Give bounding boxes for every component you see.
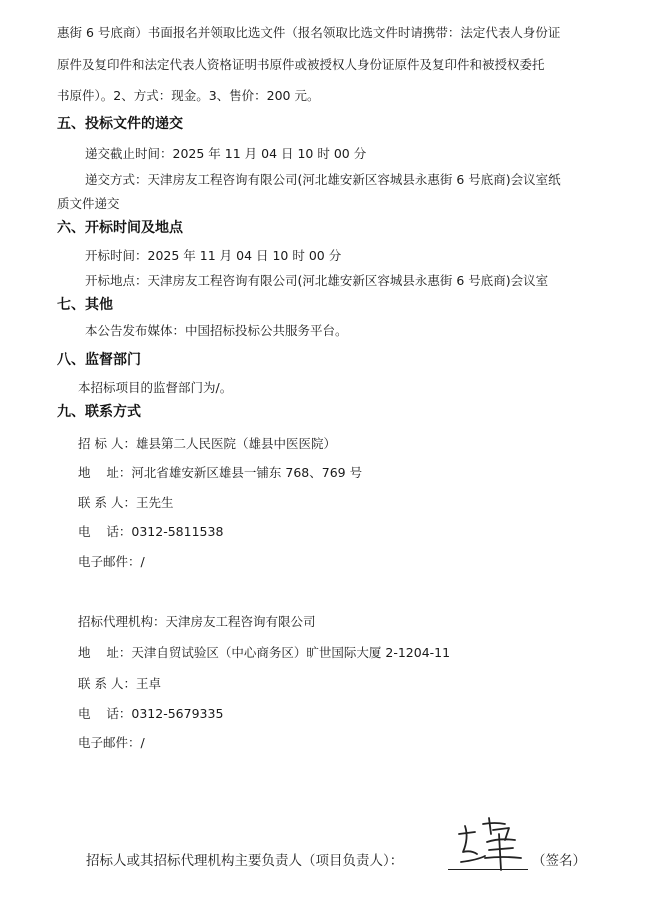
agency-phone-value: 0312-5679335 [131,706,224,721]
agency-contact-label: 联 系 人： [78,676,136,691]
agency-phone-row [78,706,223,722]
agency-org-label: 招标代理机构： [78,614,166,629]
tenderer-contact-row [78,495,173,511]
agency-email-row [78,735,145,751]
signature-prompt: 招标人或其招标代理机构主要负责人（项目负责人）： [86,853,404,869]
intro-line-1: 惠街 6 号底商）书面报名并领取比选文件（报名领取比选文件时请携带：法定代表人身份证 [57,25,561,40]
intro-line-2: 原件及复印件和法定代表人资格证明书原件或被授权人身份证原件及复印件和被授权委托 [57,57,545,72]
section-8-heading: 八、监督部门 [57,352,141,368]
opening-place: 开标地点：天津房友工程咨询有限公司(河北雄安新区容城县永惠街 6 号底商)会议室 [85,273,549,288]
agency-contact-row [78,676,161,692]
agency-address-label: 地 址： [78,645,132,660]
tenderer-address-row [78,465,362,481]
agency-org-row [78,614,316,630]
intro-line-3: 书原件）。2、方式：现金。3、售价：200 元。 [57,88,320,103]
agency-email-value: / [140,735,145,750]
tenderer-email-row [78,554,145,570]
tenderer-org-value: 雄县第二人民医院（雄县中医医院） [135,436,336,451]
signature-suffix: （签名） [532,853,586,869]
tenderer-address-value: 河北省雄安新区雄县一铺东 768、769 号 [131,465,363,480]
tenderer-phone-row [78,524,223,540]
publication-media: 本公告发布媒体：中国招标投标公共服务平台。 [85,323,348,338]
section-7-heading: 七、其他 [57,297,113,313]
agency-address-value: 天津自贸试验区（中心商务区）旷世国际大厦 2-1204-11 [131,645,451,660]
agency-contact-value: 王卓 [135,676,161,691]
submission-method-line-2: 质文件递交 [57,196,120,211]
submission-deadline: 递交截止时间：2025 年 11 月 04 日 10 时 00 分 [85,146,367,161]
submission-method-line-1: 递交方式：天津房友工程咨询有限公司(河北雄安新区容城县永惠街 6 号底商)会议室纸 [85,172,561,187]
tenderer-contact-label: 联 系 人： [78,495,136,510]
tenderer-org-label: 招 标 人： [78,436,136,451]
agency-phone-label: 电 话： [78,706,132,721]
tenderer-address-label: 地 址： [78,465,132,480]
tenderer-email-label: 电子邮件： [78,554,141,569]
agency-email-label: 电子邮件： [78,735,141,750]
tenderer-org-row [78,436,336,452]
tenderer-email-value: / [140,554,145,569]
tenderer-phone-value: 0312-5811538 [131,524,224,539]
section-5-heading: 五、投标文件的递交 [57,116,183,132]
handwritten-signature [455,812,527,874]
tenderer-phone-label: 电 话： [78,524,132,539]
section-9-heading: 九、联系方式 [57,404,141,420]
agency-org-value: 天津房友工程咨询有限公司 [165,614,316,629]
agency-address-row [78,645,450,661]
section-6-heading: 六、开标时间及地点 [57,220,183,236]
supervision-dept: 本招标项目的监督部门为/。 [78,380,233,395]
tenderer-contact-value: 王先生 [135,495,174,510]
opening-time: 开标时间：2025 年 11 月 04 日 10 时 00 分 [85,248,342,263]
